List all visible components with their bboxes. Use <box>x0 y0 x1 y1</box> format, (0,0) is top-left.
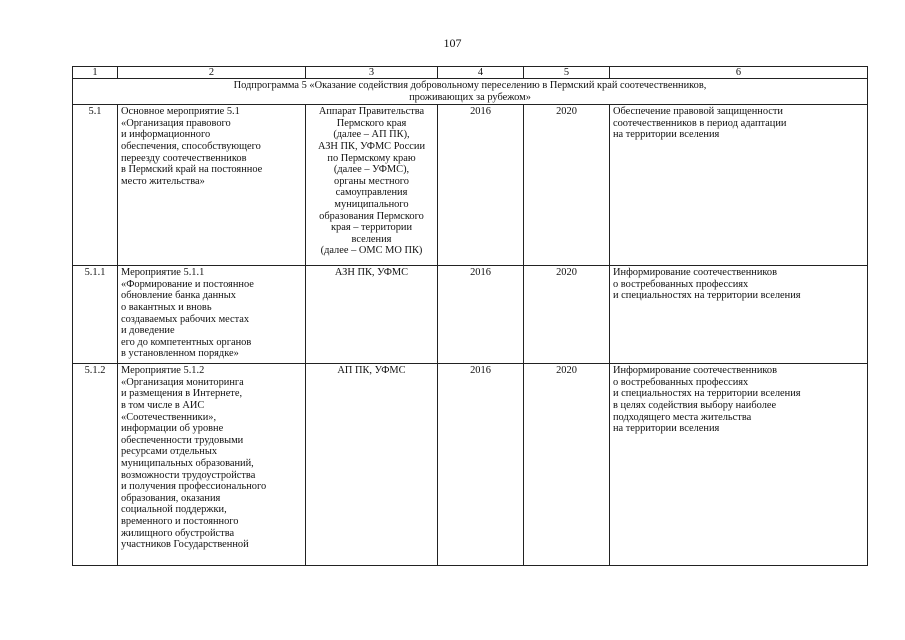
column-number: 2 <box>118 67 306 79</box>
row-number: 5.1 <box>73 105 118 266</box>
page-number: 107 <box>443 36 462 50</box>
end-year: 2020 <box>524 364 610 566</box>
cell-text-line: о востребованных профессиях <box>613 376 749 388</box>
cell-text-line: Пермского края <box>336 117 407 129</box>
cell-text-line: обновление банка данных <box>121 290 236 302</box>
cell-text-line: «Организация правового <box>121 117 231 129</box>
column-number-row <box>73 67 868 79</box>
cell-text-line: Информирование соотечественников <box>613 365 778 377</box>
responsible-executor <box>306 105 438 266</box>
cell-text-line: и информационного <box>121 129 211 141</box>
cell-text-line: информации об уровне <box>121 423 224 435</box>
subprogram-row <box>73 79 868 105</box>
cell-text-line: на территории вселения <box>613 129 720 141</box>
cell-text-line: ресурсами отдельных <box>121 446 218 458</box>
cell-text-line: Мероприятие 5.1.1 <box>121 267 205 279</box>
activity-name <box>118 266 306 364</box>
cell-text-line: в установленном порядке» <box>121 348 239 360</box>
cell-text-line: социальной поддержки, <box>121 504 227 516</box>
table-row <box>73 105 868 266</box>
cell-text-line: Аппарат Правительства <box>318 106 425 118</box>
activity-name <box>118 364 306 566</box>
cell-text-line: о востребованных профессиях <box>613 278 749 290</box>
cell-text-line: обеспеченности трудовыми <box>121 434 244 446</box>
cell-text-line: «Организация мониторинга <box>121 376 244 388</box>
cell-text-line: Основное мероприятие 5.1 <box>121 106 240 118</box>
cell-text-line: «Формирование и постоянное <box>121 278 254 290</box>
table-row <box>73 266 868 364</box>
cell-text-line: переезду соотечественников <box>121 152 247 164</box>
column-number: 1 <box>73 67 118 79</box>
cell-text-line: временного и постоянного <box>121 515 239 527</box>
cell-text-line: обеспечения, способствующего <box>121 140 261 152</box>
row-number: 5.1.1 <box>73 266 118 364</box>
end-year: 2020 <box>524 105 610 266</box>
cell-text-line: АЗН ПК, УФМС <box>334 267 409 279</box>
cell-text-line: АЗН ПК, УФМС России <box>317 140 426 152</box>
cell-text-line: (далее – ОМС МО ПК) <box>320 245 423 257</box>
cell-text-line: по Пермскому краю <box>327 152 416 164</box>
cell-text-line: «Соотечественники», <box>121 411 217 423</box>
cell-text-line: в Пермский край на постоянное <box>121 164 263 176</box>
column-number: 6 <box>610 67 868 79</box>
cell-text-line: на территории вселения <box>613 423 720 435</box>
cell-text-line: участников Государственной <box>121 539 249 551</box>
cell-text-line: соотечественников в период адаптации <box>613 117 787 129</box>
cell-text-line: возможности трудоустройства <box>121 469 256 481</box>
cell-text-line: и специальностях на территории вселения <box>613 388 801 400</box>
column-number: 3 <box>306 67 438 79</box>
cell-text-line: Мероприятие 5.1.2 <box>121 365 205 377</box>
cell-text-line: (далее – УФМС), <box>333 164 410 176</box>
responsible-executor <box>306 364 438 566</box>
start-year: 2016 <box>438 105 524 266</box>
cell-text-line: Информирование соотечественников <box>613 267 778 279</box>
cell-text-line: края – территории <box>330 222 413 234</box>
cell-text-line: муниципальных образований, <box>121 457 254 469</box>
cell-text-line: (далее – АП ПК), <box>333 129 410 141</box>
cell-text-line: органы местного <box>334 175 409 187</box>
cell-text-line: подходящего места жительства <box>613 411 752 423</box>
expected-result <box>610 105 868 266</box>
start-year: 2016 <box>438 266 524 364</box>
cell-text-line: и доведение <box>121 325 175 337</box>
cell-text-line: в том числе в АИС <box>121 399 205 411</box>
cell-text-line: и специальностях на территории вселения <box>613 290 801 302</box>
activity-name <box>118 105 306 266</box>
column-number: 4 <box>438 67 524 79</box>
cell-text-line: место жительства» <box>121 175 205 187</box>
cell-text-line: самоуправления <box>335 187 408 199</box>
program-table <box>72 66 868 566</box>
cell-text-line: Обеспечение правовой защищенности <box>613 106 783 118</box>
cell-text-line: создаваемых рабочих местах <box>121 313 250 325</box>
cell-text-line: о вакантных и вновь <box>121 301 212 313</box>
subprogram-title-line: Подпрограмма 5 «Оказание содействия добровольному переселению в Пермский край соотечественников, <box>233 80 707 91</box>
cell-text-line: вселения <box>351 233 392 245</box>
end-year: 2020 <box>524 266 610 364</box>
table-row <box>73 364 868 566</box>
start-year: 2016 <box>438 364 524 566</box>
cell-text-line: жилищного обустройства <box>121 527 235 539</box>
cell-text-line: в целях содействия выбору наиболее <box>613 399 777 411</box>
row-number: 5.1.2 <box>73 364 118 566</box>
cell-text-line: его до компетентных органов <box>121 336 252 348</box>
cell-text-line: и получения профессионального <box>121 481 267 493</box>
expected-result <box>610 364 868 566</box>
cell-text-line: образования Пермского <box>319 210 424 222</box>
subprogram-title <box>73 79 868 105</box>
column-number: 5 <box>524 67 610 79</box>
cell-text-line: образования, оказания <box>121 492 221 504</box>
cell-text-line: муниципального <box>334 198 409 210</box>
cell-text-line: и размещения в Интернете, <box>121 388 243 400</box>
cell-text-line: АП ПК, УФМС <box>337 365 406 377</box>
responsible-executor <box>306 266 438 364</box>
subprogram-title-line: проживающих за рубежом» <box>409 91 531 103</box>
expected-result <box>610 266 868 364</box>
